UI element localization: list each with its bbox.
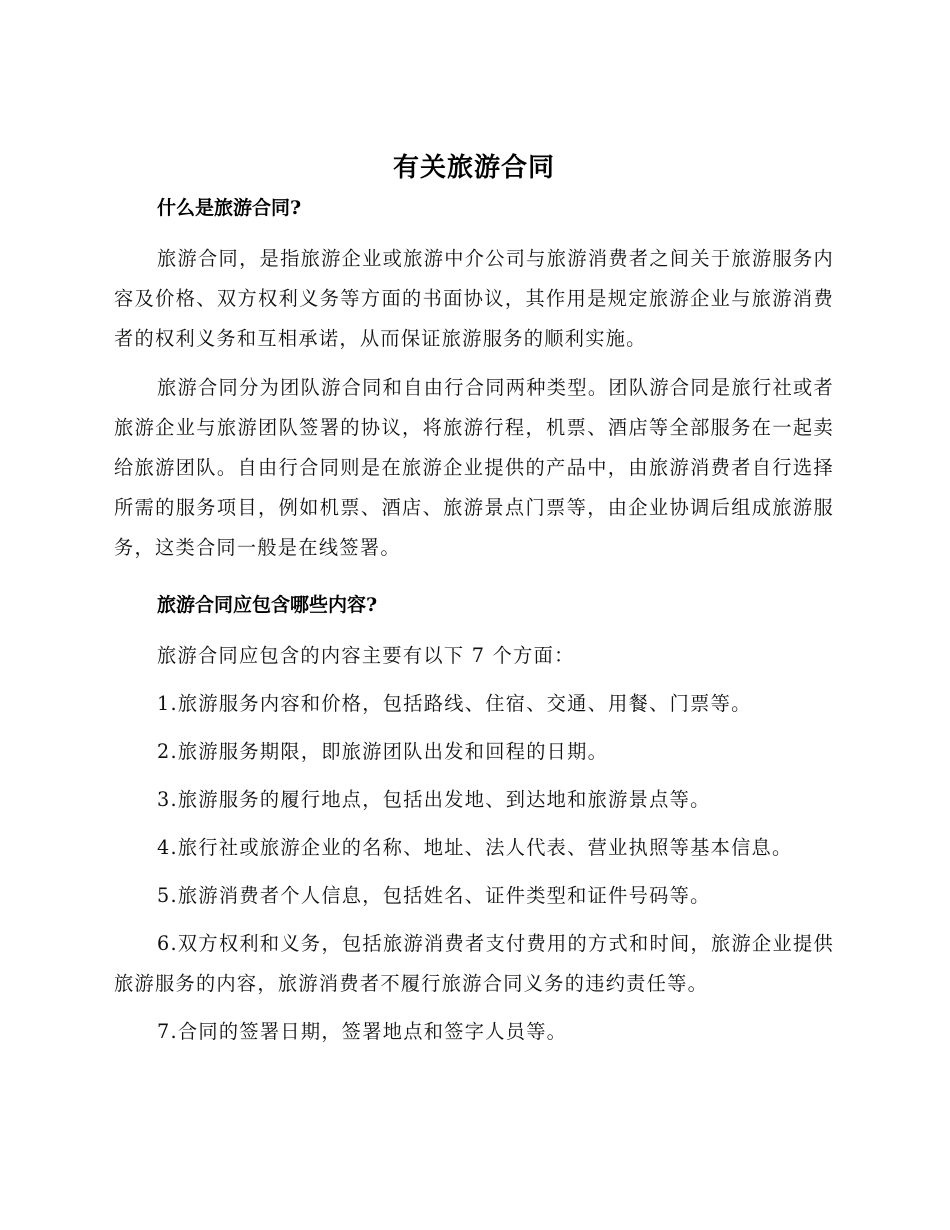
list-item: 7.合同的签署日期，签署地点和签字人员等。 [157,1020,568,1043]
paragraph-contract-types: 旅游合同分为团队游合同和自由行合同两种类型。团队游合同是旅行社或者旅游企业与旅游团队签署的协议，将旅游行程，机票、酒店等全部服务在一起卖给旅游团队。自由行合同则是在旅游企业提供的产品中，由旅游消费者自行选择所需的服务项目，例如机票、酒店、旅游景点门票等，由企业协调后组成旅游服务，这类合同一般是在线签署。 [114,376,834,559]
section-heading-contents: 旅游合同应包含哪些内容? [157,594,378,616]
spacer [114,568,834,583]
paragraph-contents-intro: 旅游合同应包含的内容主要有以下 7 个方面： [157,644,575,667]
list-item: 3.旅游服务的履行地点，包括出发地、到达地和旅游景点等。 [157,788,711,811]
list-item: 5.旅游消费者个人信息，包括姓名、证件类型和证件号码等。 [157,884,711,907]
document-title: 有关旅游合同 [392,153,555,183]
list-item: 2.旅游服务期限，即旅游团队出发和回程的日期。 [157,740,609,763]
list-item: 4.旅行社或旅游企业的名称、地址、法人代表、营业执照等基本信息。 [157,836,793,859]
spacer [114,230,834,239]
document-body [114,146,834,1060]
paragraph-definition: 旅游合同，是指旅游企业或旅游中介公司与旅游消费者之间关于旅游服务内容及价格、双方权利义务等方面的书面协议，其作用是规定旅游企业与旅游消费者的权利义务和互相承诺，从而保证旅游服务的顺利实施。 [114,247,834,350]
list-item: 1.旅游服务内容和价格，包括路线、住宿、交通、用餐、门票等。 [157,692,752,715]
list-item: 6.双方权利和义务，包括旅游消费者支付费用的方式和时间，旅游企业提供旅游服务的内容，旅游消费者不履行旅游合同义务的违约责任等。 [114,932,834,995]
spacer [114,359,834,368]
section-heading-what-is: 什么是旅游合同? [157,197,302,219]
spacer [114,627,834,636]
